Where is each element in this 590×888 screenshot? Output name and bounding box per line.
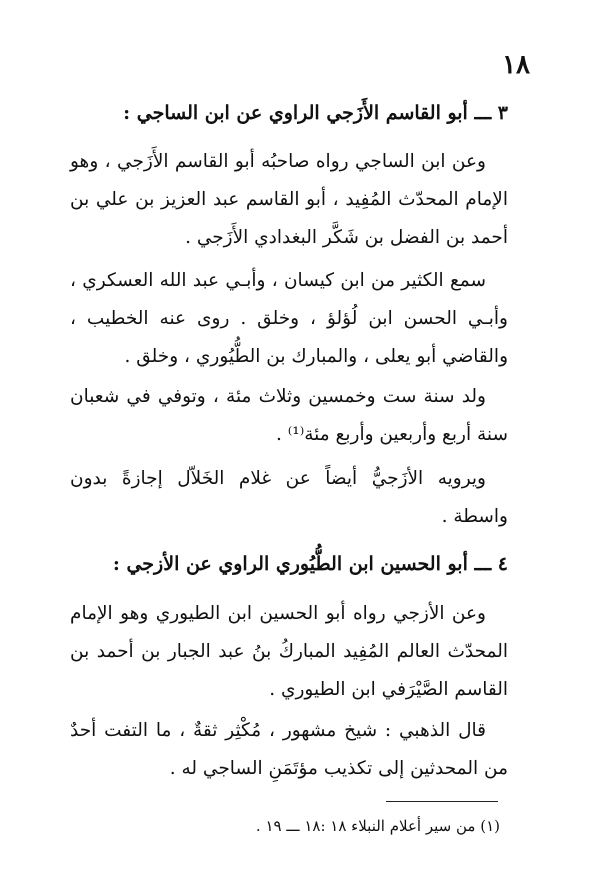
paragraph-biography-tuyuri: وعن الأزجي رواه أبو الحسين ابن الطيوري وهو الإمام المحدّث العالم المُفِيد المباركُ بنُ عبد الجبار بن أحمد بن القاسم الصَّيْرَفي ابن الطيوري .: [70, 603, 508, 700]
paragraph-birth-death: ولد سنة ست وخمسين وثلاث مئة ، وتوفي في شعبان سنة أربع وأربعين وأربع مئة⁽¹⁾ .: [70, 386, 508, 445]
footnote: (١) من سير أعلام النبلاء ١٨ :١٨ ـــ ١٩ .: [255, 817, 500, 835]
section-heading-3: ٣ ـــ أبو القاسم الأَزَجي الراوي عن ابن الساجي :: [123, 102, 508, 124]
page-number: ١٨: [502, 50, 530, 80]
paragraph-ijaza: ويرويه الأزَجيُّ أيضاً عن غلام الخَلاّل إجازةً بدون واسطة .: [70, 468, 508, 527]
paragraph-biography-azaji: وعن ابن الساجي رواه صاحبُه أبو القاسم الأَزَجي ، وهو الإمام المحدّث المُفِيد ، أبو القاسم عبد العزيز بن علي بن أحمد بن الفضل بن شَكَّر البغدادي الأَزَجي .: [70, 151, 508, 248]
paragraph-dhahabi-quote: قال الذهبي : شيخ مشهور ، مُكْثِر ثقةٌ ، ما التفت أحدٌ من المحدثين إلى تكذيب مؤتَمَنِ الساجي له .: [70, 720, 508, 779]
section-heading-4: ٤ ـــ أبو الحسين ابن الطُّيُوري الراوي عن الأزجي :: [112, 553, 508, 575]
footnote-divider: [386, 801, 498, 802]
paragraph-teachers-students: سمع الكثير من ابن كيسان ، وأبـي عبد الله العسكري ، وأبـي الحسن ابن لُؤلؤ ، وخلق . روى عنه الخطيب ، والقاضي أبو يعلى ، والمبارك بن الطُّيُوري ، وخلق .: [70, 270, 508, 367]
